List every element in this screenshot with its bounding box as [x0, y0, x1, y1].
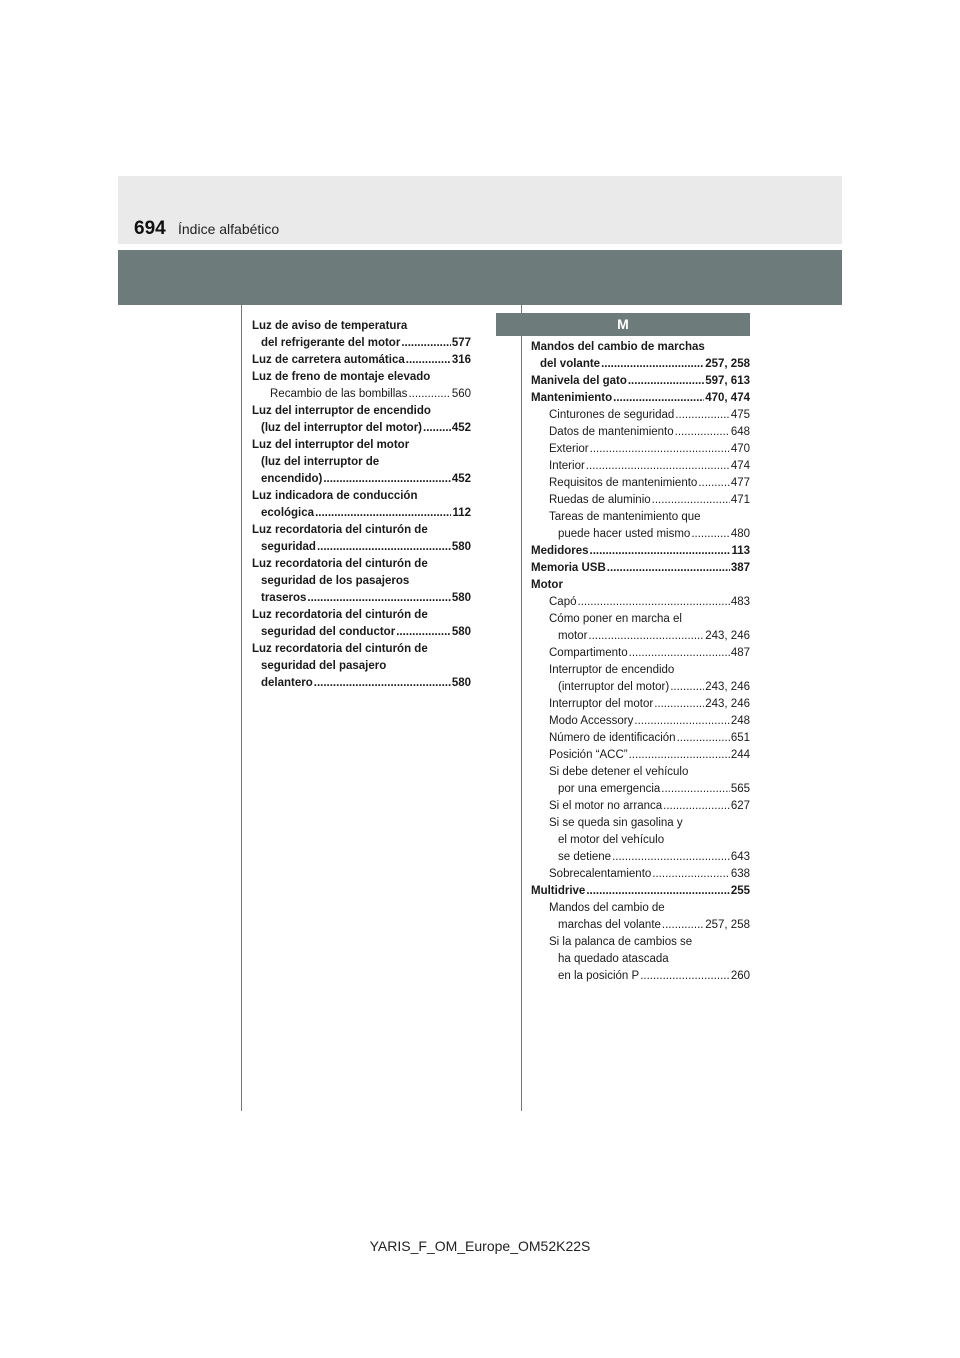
dot-leader	[675, 424, 730, 441]
entry-page: 648	[730, 426, 750, 438]
index-entry	[531, 356, 750, 373]
header-dark-band	[118, 250, 842, 305]
dot-leader	[670, 679, 704, 696]
index-entry	[252, 335, 471, 352]
entry-text: Luz de carretera automática	[252, 354, 405, 366]
index-entry	[531, 696, 750, 713]
entry-text: en la posición P	[558, 970, 640, 982]
entry-text: traseros	[261, 592, 307, 604]
entry-text: Si la palanca de cambios se	[549, 936, 693, 948]
entry-text: Capó	[549, 596, 577, 608]
entry-text: seguridad	[261, 541, 316, 553]
entry-text: Medidores	[531, 545, 589, 557]
dot-leader	[586, 883, 730, 900]
dot-leader	[654, 696, 704, 713]
entry-text: por una emergencia	[558, 783, 661, 795]
entry-page: 580	[451, 541, 471, 553]
entry-text: Memoria USB	[531, 562, 606, 574]
entry-text: Luz del interruptor de encendido	[252, 405, 431, 417]
index-entry	[531, 390, 750, 407]
entry-text: Sobrecalentamiento	[549, 868, 652, 880]
entry-text: Manivela del gato	[531, 375, 627, 387]
index-entry	[531, 747, 750, 764]
entry-text: seguridad del conductor	[261, 626, 396, 638]
entry-page: 255	[730, 885, 750, 897]
entry-text: Ruedas de aluminio	[549, 494, 651, 506]
entry-page: 580	[451, 592, 471, 604]
document-footer: YARIS_F_OM_Europe_OM52K22S	[369, 1238, 591, 1254]
index-entry	[252, 420, 471, 437]
index-entry	[531, 866, 750, 883]
entry-text: Mantenimiento	[531, 392, 613, 404]
index-entry	[252, 318, 471, 335]
dot-leader	[578, 594, 730, 611]
entry-page: 643	[730, 851, 750, 863]
entry-page: 248	[730, 715, 750, 727]
dot-leader	[629, 747, 730, 764]
entry-page: 565	[730, 783, 750, 795]
page-number: 694	[134, 218, 166, 239]
entry-text: Multidrive	[531, 885, 586, 897]
index-entry	[531, 492, 750, 509]
letter-tab-m: M	[496, 313, 750, 336]
dot-leader	[663, 798, 730, 815]
index-entry	[252, 471, 471, 488]
entry-page: 580	[451, 626, 471, 638]
entry-page: 477	[730, 477, 750, 489]
index-entry	[531, 832, 750, 849]
dot-leader	[590, 441, 730, 458]
entry-page: 243, 246	[705, 681, 750, 693]
dot-leader	[698, 475, 730, 492]
index-entry	[531, 543, 750, 560]
index-entry	[252, 505, 471, 522]
index-entry	[531, 730, 750, 747]
dot-leader	[629, 645, 730, 662]
index-entry	[531, 713, 750, 730]
dot-leader	[652, 866, 730, 883]
index-entry	[252, 641, 471, 658]
entry-text: seguridad de los pasajeros	[261, 575, 410, 587]
entry-page: 487	[730, 647, 750, 659]
entry-text: Tareas de mantenimiento que	[549, 511, 701, 523]
index-entry	[252, 590, 471, 607]
entry-page: 244	[730, 749, 750, 761]
index-entry	[252, 352, 471, 369]
dot-leader	[607, 560, 730, 577]
index-entry	[531, 883, 750, 900]
entry-text: Datos de mantenimiento	[549, 426, 674, 438]
entry-page: 480	[730, 528, 750, 540]
index-entry	[252, 573, 471, 590]
index-entry	[252, 539, 471, 556]
entry-page: 577	[451, 337, 471, 349]
index-entry	[252, 386, 471, 403]
dot-leader	[652, 492, 730, 509]
entry-text: Si se queda sin gasolina y	[549, 817, 683, 829]
dot-leader	[601, 356, 704, 373]
entry-text: Interruptor de encendido	[549, 664, 675, 676]
index-entry	[531, 424, 750, 441]
entry-text: (interruptor del motor)	[558, 681, 670, 693]
index-entry	[531, 900, 750, 917]
index-column-right	[531, 339, 750, 985]
index-entry	[531, 849, 750, 866]
entry-page: 257, 258	[705, 919, 750, 931]
index-entry	[252, 607, 471, 624]
dot-leader	[396, 624, 451, 641]
dot-leader	[314, 675, 451, 692]
entry-text: (luz del interruptor de	[261, 456, 380, 468]
entry-page: 474	[730, 460, 750, 472]
entry-text: Si el motor no arranca	[549, 800, 663, 812]
index-entry	[531, 475, 750, 492]
entry-page: 257, 258	[705, 358, 750, 370]
dot-leader	[317, 539, 451, 556]
entry-text: Luz indicadora de conducción	[252, 490, 418, 502]
index-entry	[252, 403, 471, 420]
entry-text: Luz de freno de montaje elevado	[252, 371, 431, 383]
index-entry	[252, 658, 471, 675]
index-entry	[252, 454, 471, 471]
entry-text: Número de identificación	[549, 732, 676, 744]
entry-text: del refrigerante del motor	[261, 337, 401, 349]
entry-text: delantero	[261, 677, 313, 689]
dot-leader	[661, 781, 730, 798]
entry-page: 597, 613	[705, 375, 750, 387]
entry-text: Si debe detener el vehículo	[549, 766, 689, 778]
index-entry	[531, 934, 750, 951]
index-entry	[531, 441, 750, 458]
dot-leader	[612, 849, 730, 866]
index-entry	[531, 577, 750, 594]
index-entry	[531, 526, 750, 543]
middle-column-rule	[521, 305, 522, 1111]
entry-page: 260	[730, 970, 750, 982]
entry-page: 560	[451, 388, 471, 400]
index-entry	[252, 437, 471, 454]
index-entry	[531, 968, 750, 985]
entry-text: Cinturones de seguridad	[549, 409, 675, 421]
entry-text: Recambio de las bombillas	[270, 388, 408, 400]
dot-leader	[408, 386, 450, 403]
dot-leader	[588, 628, 704, 645]
dot-leader	[406, 352, 451, 369]
section-title: Índice alfabético	[178, 221, 280, 237]
index-entry	[531, 781, 750, 798]
index-entry	[531, 594, 750, 611]
dot-leader	[675, 407, 730, 424]
index-entry	[531, 764, 750, 781]
entry-text: marchas del volante	[558, 919, 661, 931]
entry-page: 243, 246	[705, 630, 750, 642]
entry-page: 470	[730, 443, 750, 455]
index-entry	[531, 662, 750, 679]
entry-page: 471	[730, 494, 750, 506]
dot-leader	[677, 730, 730, 747]
dot-leader	[662, 917, 704, 934]
entry-text: Cómo poner en marcha el	[549, 613, 682, 625]
dot-leader	[307, 590, 450, 607]
entry-page: 452	[451, 473, 471, 485]
index-entry	[531, 679, 750, 696]
index-column-left	[252, 318, 471, 692]
entry-text: Luz recordatoria del cinturón de	[252, 609, 428, 621]
entry-text: Modo Accessory	[549, 715, 634, 727]
entry-page: 483	[730, 596, 750, 608]
index-entry	[531, 798, 750, 815]
index-entry	[531, 611, 750, 628]
entry-text: motor	[558, 630, 588, 642]
entry-page: 316	[451, 354, 471, 366]
entry-text: del volante	[540, 358, 601, 370]
entry-text: seguridad del pasajero	[261, 660, 387, 672]
index-entry	[531, 407, 750, 424]
entry-text: Posición “ACC”	[549, 749, 628, 761]
entry-text: Exterior	[549, 443, 589, 455]
index-entry	[252, 624, 471, 641]
entry-page: 387	[730, 562, 750, 574]
index-entry	[252, 675, 471, 692]
index-entry	[531, 645, 750, 662]
entry-text: el motor del vehículo	[558, 834, 665, 846]
entry-text: Interior	[549, 460, 585, 472]
index-entry	[531, 628, 750, 645]
index-entry	[531, 951, 750, 968]
entry-text: puede hacer usted mismo	[558, 528, 691, 540]
entry-page: 452	[451, 422, 471, 434]
entry-page: 638	[730, 868, 750, 880]
left-column-rule	[241, 305, 242, 1111]
entry-text: encendido)	[261, 473, 323, 485]
entry-text: Requisitos de mantenimiento	[549, 477, 698, 489]
entry-page: 243, 246	[705, 698, 750, 710]
index-entry	[531, 917, 750, 934]
entry-text: (luz del interruptor del motor)	[261, 422, 422, 434]
dot-leader	[691, 526, 729, 543]
entry-text: Motor	[531, 579, 563, 591]
entry-text: Luz del interruptor del motor	[252, 439, 410, 451]
entry-text: Luz recordatoria del cinturón de	[252, 643, 428, 655]
dot-leader	[640, 968, 730, 985]
dot-leader	[613, 390, 704, 407]
entry-text: Mandos del cambio de	[549, 902, 665, 914]
index-entry	[531, 509, 750, 526]
entry-text: Luz recordatoria del cinturón de	[252, 558, 428, 570]
entry-page: 651	[730, 732, 750, 744]
entry-page: 627	[730, 800, 750, 812]
dot-leader	[590, 543, 731, 560]
index-entry	[252, 522, 471, 539]
index-entry	[252, 556, 471, 573]
index-entry	[531, 458, 750, 475]
entry-page: 112	[452, 507, 471, 519]
entry-text: Luz recordatoria del cinturón de	[252, 524, 428, 536]
index-entry	[531, 560, 750, 577]
entry-text: Interruptor del motor	[549, 698, 654, 710]
index-entry	[531, 373, 750, 390]
dot-leader	[315, 505, 451, 522]
dot-leader	[423, 420, 451, 437]
entry-page: 475	[730, 409, 750, 421]
entry-text: Compartimento	[549, 647, 628, 659]
dot-leader	[323, 471, 450, 488]
entry-text: Luz de aviso de temperatura	[252, 320, 408, 332]
dot-leader	[586, 458, 730, 475]
entry-text: se detiene	[558, 851, 612, 863]
entry-text: Mandos del cambio de marchas	[531, 341, 705, 353]
entry-page: 113	[731, 545, 750, 557]
entry-page: 470, 474	[705, 392, 750, 404]
dot-leader	[401, 335, 451, 352]
index-entry	[252, 369, 471, 386]
index-entry	[531, 815, 750, 832]
dot-leader	[628, 373, 704, 390]
entry-text: ecológica	[261, 507, 315, 519]
index-entry	[252, 488, 471, 505]
dot-leader	[634, 713, 729, 730]
index-entry	[531, 339, 750, 356]
entry-page: 580	[451, 677, 471, 689]
entry-text: ha quedado atascada	[558, 953, 669, 965]
